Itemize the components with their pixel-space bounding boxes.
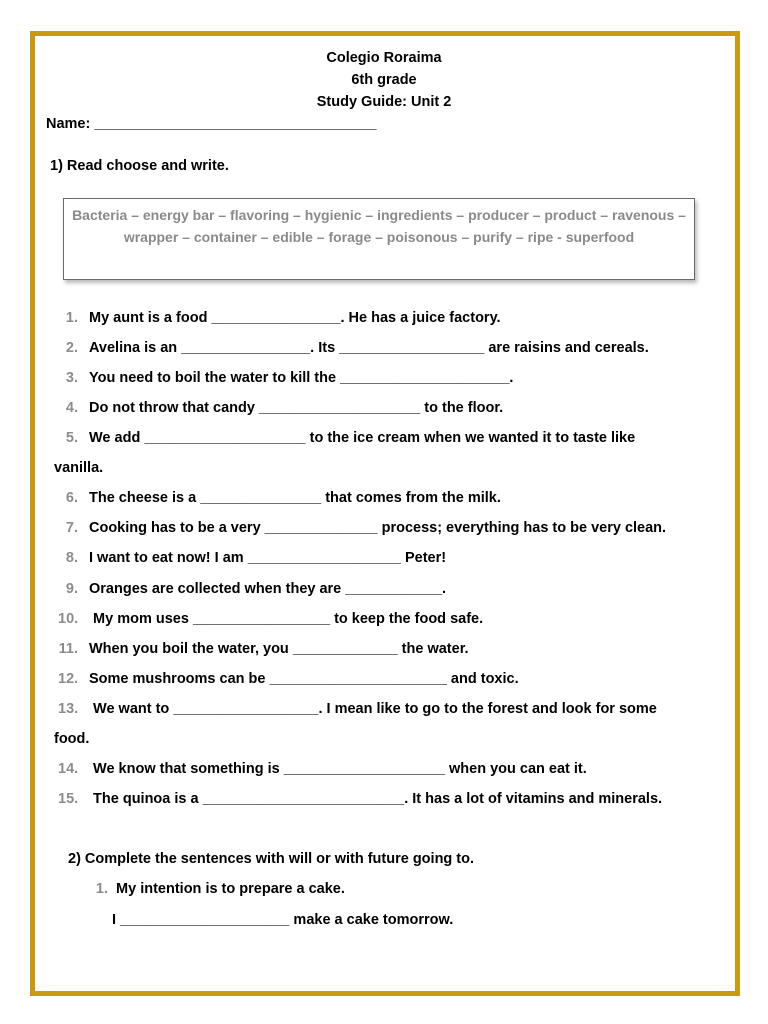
item-number: 5. — [65, 430, 78, 446]
item-number: 8. — [65, 550, 78, 566]
grade-label: 6th grade — [351, 72, 417, 88]
item-number: 12. — [58, 671, 79, 687]
item-number: 6. — [65, 490, 78, 506]
item-number: 3. — [65, 370, 78, 386]
item-text[interactable]: Do not throw that candy ____________________ to the floor. — [89, 400, 504, 416]
item-text[interactable]: We want to __________________. I mean like to go to the forest and look for some — [89, 701, 657, 717]
item-number: 1. — [95, 881, 108, 897]
list-item — [58, 671, 519, 687]
item-text: My intention is to prepare a cake. — [116, 881, 345, 897]
page-title: Study Guide: Unit 2 — [316, 94, 452, 110]
list-item — [58, 701, 657, 717]
item-text[interactable]: My mom uses _________________ to keep the food safe. — [89, 611, 484, 627]
list-item — [58, 490, 501, 506]
list-item — [58, 310, 501, 326]
list-item — [90, 881, 345, 897]
item-text[interactable]: The cheese is a _______________ that comes from the milk. — [89, 490, 501, 506]
item-text[interactable]: Avelina is an ________________. Its __________________ are raisins and cereals. — [89, 340, 649, 356]
item-continuation: vanilla. — [54, 460, 104, 476]
item-number: 1. — [65, 310, 78, 326]
item-number: 13. — [58, 701, 79, 717]
list-item — [58, 581, 446, 597]
item-number: 14. — [58, 761, 79, 777]
item-text[interactable]: Some mushrooms can be ______________________ and toxic. — [89, 671, 519, 687]
name-field[interactable]: Name: ___________________________________ — [46, 116, 377, 132]
item-text[interactable]: I want to eat now! I am ___________________ Peter! — [89, 550, 447, 566]
list-item — [58, 520, 666, 536]
item-number: 2. — [65, 340, 78, 356]
item-number: 10. — [58, 611, 79, 627]
item-continuation: food. — [54, 731, 90, 747]
answer-line[interactable]: I _____________________ make a cake tomorrow. — [112, 912, 454, 928]
school-name: Colegio Roraima — [326, 50, 442, 66]
item-text[interactable]: Cooking has to be a very ______________ process; everything has to be very clean. — [89, 520, 667, 536]
item-number: 11. — [58, 641, 78, 657]
list-item — [58, 430, 635, 446]
item-number: 15. — [58, 791, 79, 807]
list-item — [58, 340, 649, 356]
list-item — [58, 370, 513, 386]
list-item — [58, 400, 503, 416]
item-text[interactable]: We know that something is ____________________ when you can eat it. — [89, 761, 587, 777]
list-item — [58, 641, 469, 657]
item-text[interactable]: You need to boil the water to kill the _____________________. — [89, 370, 514, 386]
list-item — [58, 611, 483, 627]
list-item — [58, 761, 587, 777]
item-text[interactable]: Oranges are collected when they are ____________. — [89, 581, 447, 597]
item-number: 9. — [65, 581, 78, 597]
item-number: 7. — [65, 520, 78, 536]
item-text[interactable]: My aunt is a food ________________. He has a juice factory. — [89, 310, 501, 326]
list-item — [58, 791, 662, 807]
item-text[interactable]: When you boil the water, you _____________ the water. — [89, 641, 469, 657]
item-number: 4. — [65, 400, 78, 416]
item-text[interactable]: The quinoa is a _________________________. It has a lot of vitamins and minerals. — [89, 791, 663, 807]
section2-heading: 2) Complete the sentences with will or with future going to. — [68, 851, 475, 867]
section1-heading: 1) Read choose and write. — [50, 158, 229, 174]
list-item — [58, 550, 446, 566]
item-text[interactable]: We add ____________________ to the ice cream when we wanted it to taste like — [89, 430, 636, 446]
word-bank: Bacteria – energy bar – flavoring – hygienic – ingredients – producer – product – ravenous – wrapper – container – edible – forage – poisonous – purify – ripe - superfood — [63, 198, 695, 280]
